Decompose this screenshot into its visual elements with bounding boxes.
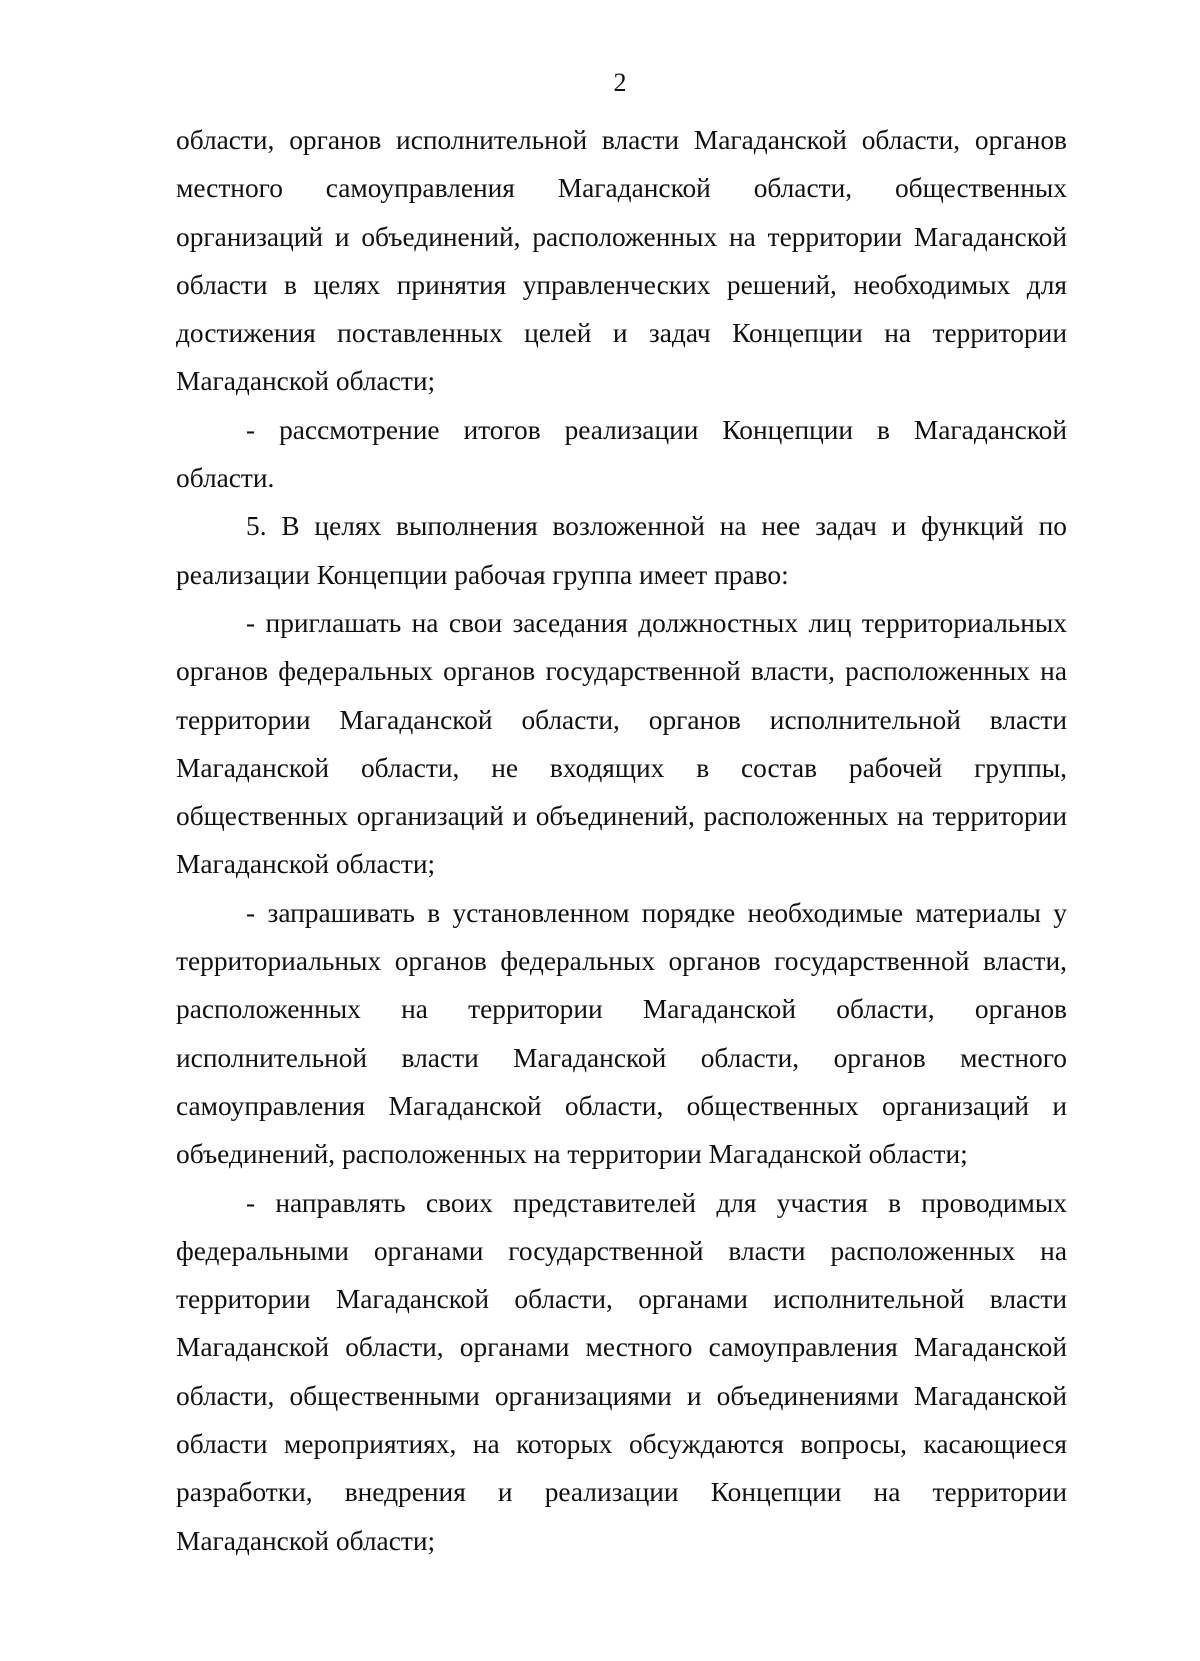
paragraph-right-invite: - приглашать на свои заседания должностных лиц территориальных органов федеральных органов государственной власти, расположенных на территории Магаданской области, органов исполнительной власти Магаданской области, не входящих в состав рабочей группы, общественных организаций и объединений, расположенных на территории Магаданской области; <box>176 607 1067 880</box>
paragraph-right-request: - запрашивать в установленном порядке необходимые материалы у территориальных органов федеральных органов государственной власти, расположенных на территории Магаданской области, органов исполнительной власти Магаданской области, органов местного самоуправления Магаданской области, общественных организаций и объединений, расположенных на территории Магаданской области; <box>176 897 1067 1170</box>
page-number: 2 <box>613 68 627 97</box>
paragraph-rights-intro: 5. В целях выполнения возложенной на нее задач и функций по реализации Концепции рабочая группа имеет право: <box>176 511 1067 590</box>
paragraph-continuation: области, органов исполнительной власти Магаданской области, органов местного самоуправления Магаданской области, общественных организаций и объединений, расположенных на территории Магаданской области в целях принятия управленческих решений, необходимых для достижения поставленных целей и задач Концепции на территории Магаданской области; <box>176 125 1067 397</box>
paragraph-right-delegate: - направлять своих представителей для участия в проводимых федеральными органами государственной власти расположенных на территории Магаданской области, органами исполнительной власти Магаданской области, органами местного самоуправления Магаданской области, общественными организациями и объединениями Магаданской области мероприятиях, на которых обсуждаются вопросы, касающиеся разработки, внедрения и реализации Концепции на территории Магаданской области; <box>176 1187 1067 1556</box>
paragraph-review-results: - рассмотрение итогов реализации Концепции в Магаданской области. <box>176 414 1067 494</box>
document-body <box>176 116 1067 1565</box>
